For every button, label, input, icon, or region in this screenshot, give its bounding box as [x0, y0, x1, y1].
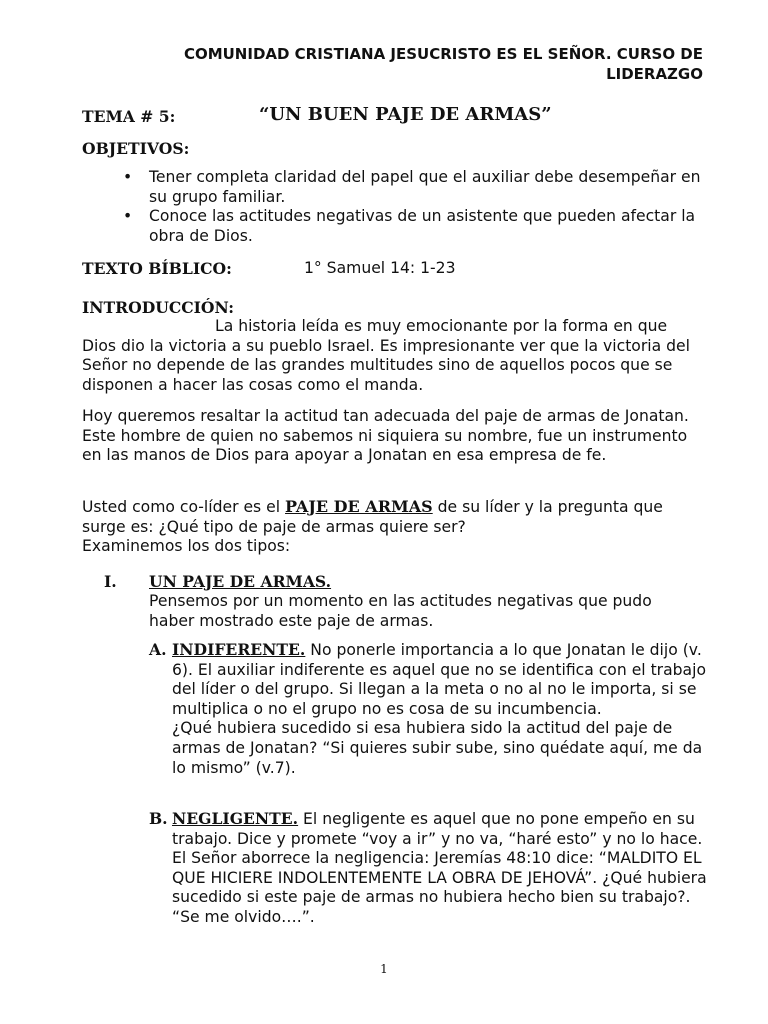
header-line-1: COMUNIDAD CRISTIANA JESUCRISTO ES EL SEÑOR. CURSO DE: [183, 45, 703, 63]
texto-biblico-label: TEXTO BÍBLICO:: [82, 259, 232, 278]
sub-b-title: NEGLIGENTE.: [172, 809, 299, 828]
objetivo-item: • Tener completa claridad del papel que el auxiliar debe desempeñar en su grupo familiar.: [123, 168, 701, 206]
header-line-2: LIDERAZGO: [606, 65, 703, 83]
paje-de-armas-emphasis: PAJE DE ARMAS: [285, 497, 433, 516]
sub-a-text: INDIFERENTE. No ponerle importancia a lo que Jonatan le dijo (v. 6). El auxiliar indiferente es aquel que no se identifica con el trabajo del líder o del grupo. Si llegan a la meta o no al no le importa, si se multiplica o no el grupo no es cosa de su incumbencia. ¿Qué hubiera sucedido si esa hubiera sido la actitud del paje de armas de Jonatan? “Si quieres subir sube, sino quédate aquí, me da lo mismo” (v.7).: [172, 640, 706, 777]
objetivo-item: • Conoce las actitudes negativas de un asistente que pueden afectar la obra de Dios.: [123, 207, 696, 245]
bullet-icon: •: [123, 168, 133, 186]
introduccion-paragraph-1: La historia leída es muy emocionante por la forma en que Dios dio la victoria a su pueblo Israel. Es impresionante ver que la victoria del Señor no depende de las grandes multitudes sino de aquellos pocos que se disponen a hacer las cosas como el manda.: [82, 317, 690, 394]
objetivos-list: [123, 168, 709, 246]
tema-label: TEMA # 5:: [82, 107, 176, 126]
sub-a-letter: A.: [149, 640, 167, 659]
bullet-icon: •: [123, 207, 133, 226]
sub-b-letter: B.: [149, 809, 168, 828]
introduccion-paragraph-2: Hoy queremos resaltar la actitud tan adecuada del paje de armas de Jonatan. Este hombre de quien no sabemos ni siquiera su nombre, fue un instrumento en las manos de Dios para apoyar a Jonatan en esa empresa de fe.: [82, 407, 689, 465]
objetivos-label: OBJETIVOS:: [82, 139, 190, 158]
section-1-text: Pensemos por un momento en las actitudes negativas que pudo haber mostrado este paje de armas.: [149, 592, 652, 630]
document-header: [120, 44, 703, 84]
sub-b-text: NEGLIGENTE. El negligente es aquel que no pone empeño en su trabajo. Dice y promete “voy a ir” y no va, “haré esto” y no lo hace. El Señor aborrece la negligencia: Jeremías 48:10 dice: “MALDITO EL QUE HICIERE INDOLENTEMENTE LA OBRA DE JEHOVÁ”. ¿Qué hubiera sucedido si este paje de armas no hubiera hecho bien su trabajo?. “Se me olvido….”.: [172, 809, 707, 926]
page-number: 1: [380, 962, 388, 976]
sub-a-title: INDIFERENTE.: [172, 640, 306, 659]
tema-title: “UN BUEN PAJE DE ARMAS”: [259, 104, 552, 125]
introduccion-paragraph-3: Usted como co-líder es el PAJE DE ARMAS de su líder y la pregunta que surge es: ¿Qué tipo de paje de armas quiere ser? Examinemos los dos tipos:: [82, 497, 663, 556]
section-1-number: I.: [104, 572, 117, 591]
texto-biblico-value: 1° Samuel 14: 1-23: [304, 259, 456, 277]
introduccion-label: INTRODUCCIÓN:: [82, 298, 234, 317]
section-1-title: UN PAJE DE ARMAS.: [149, 572, 332, 591]
